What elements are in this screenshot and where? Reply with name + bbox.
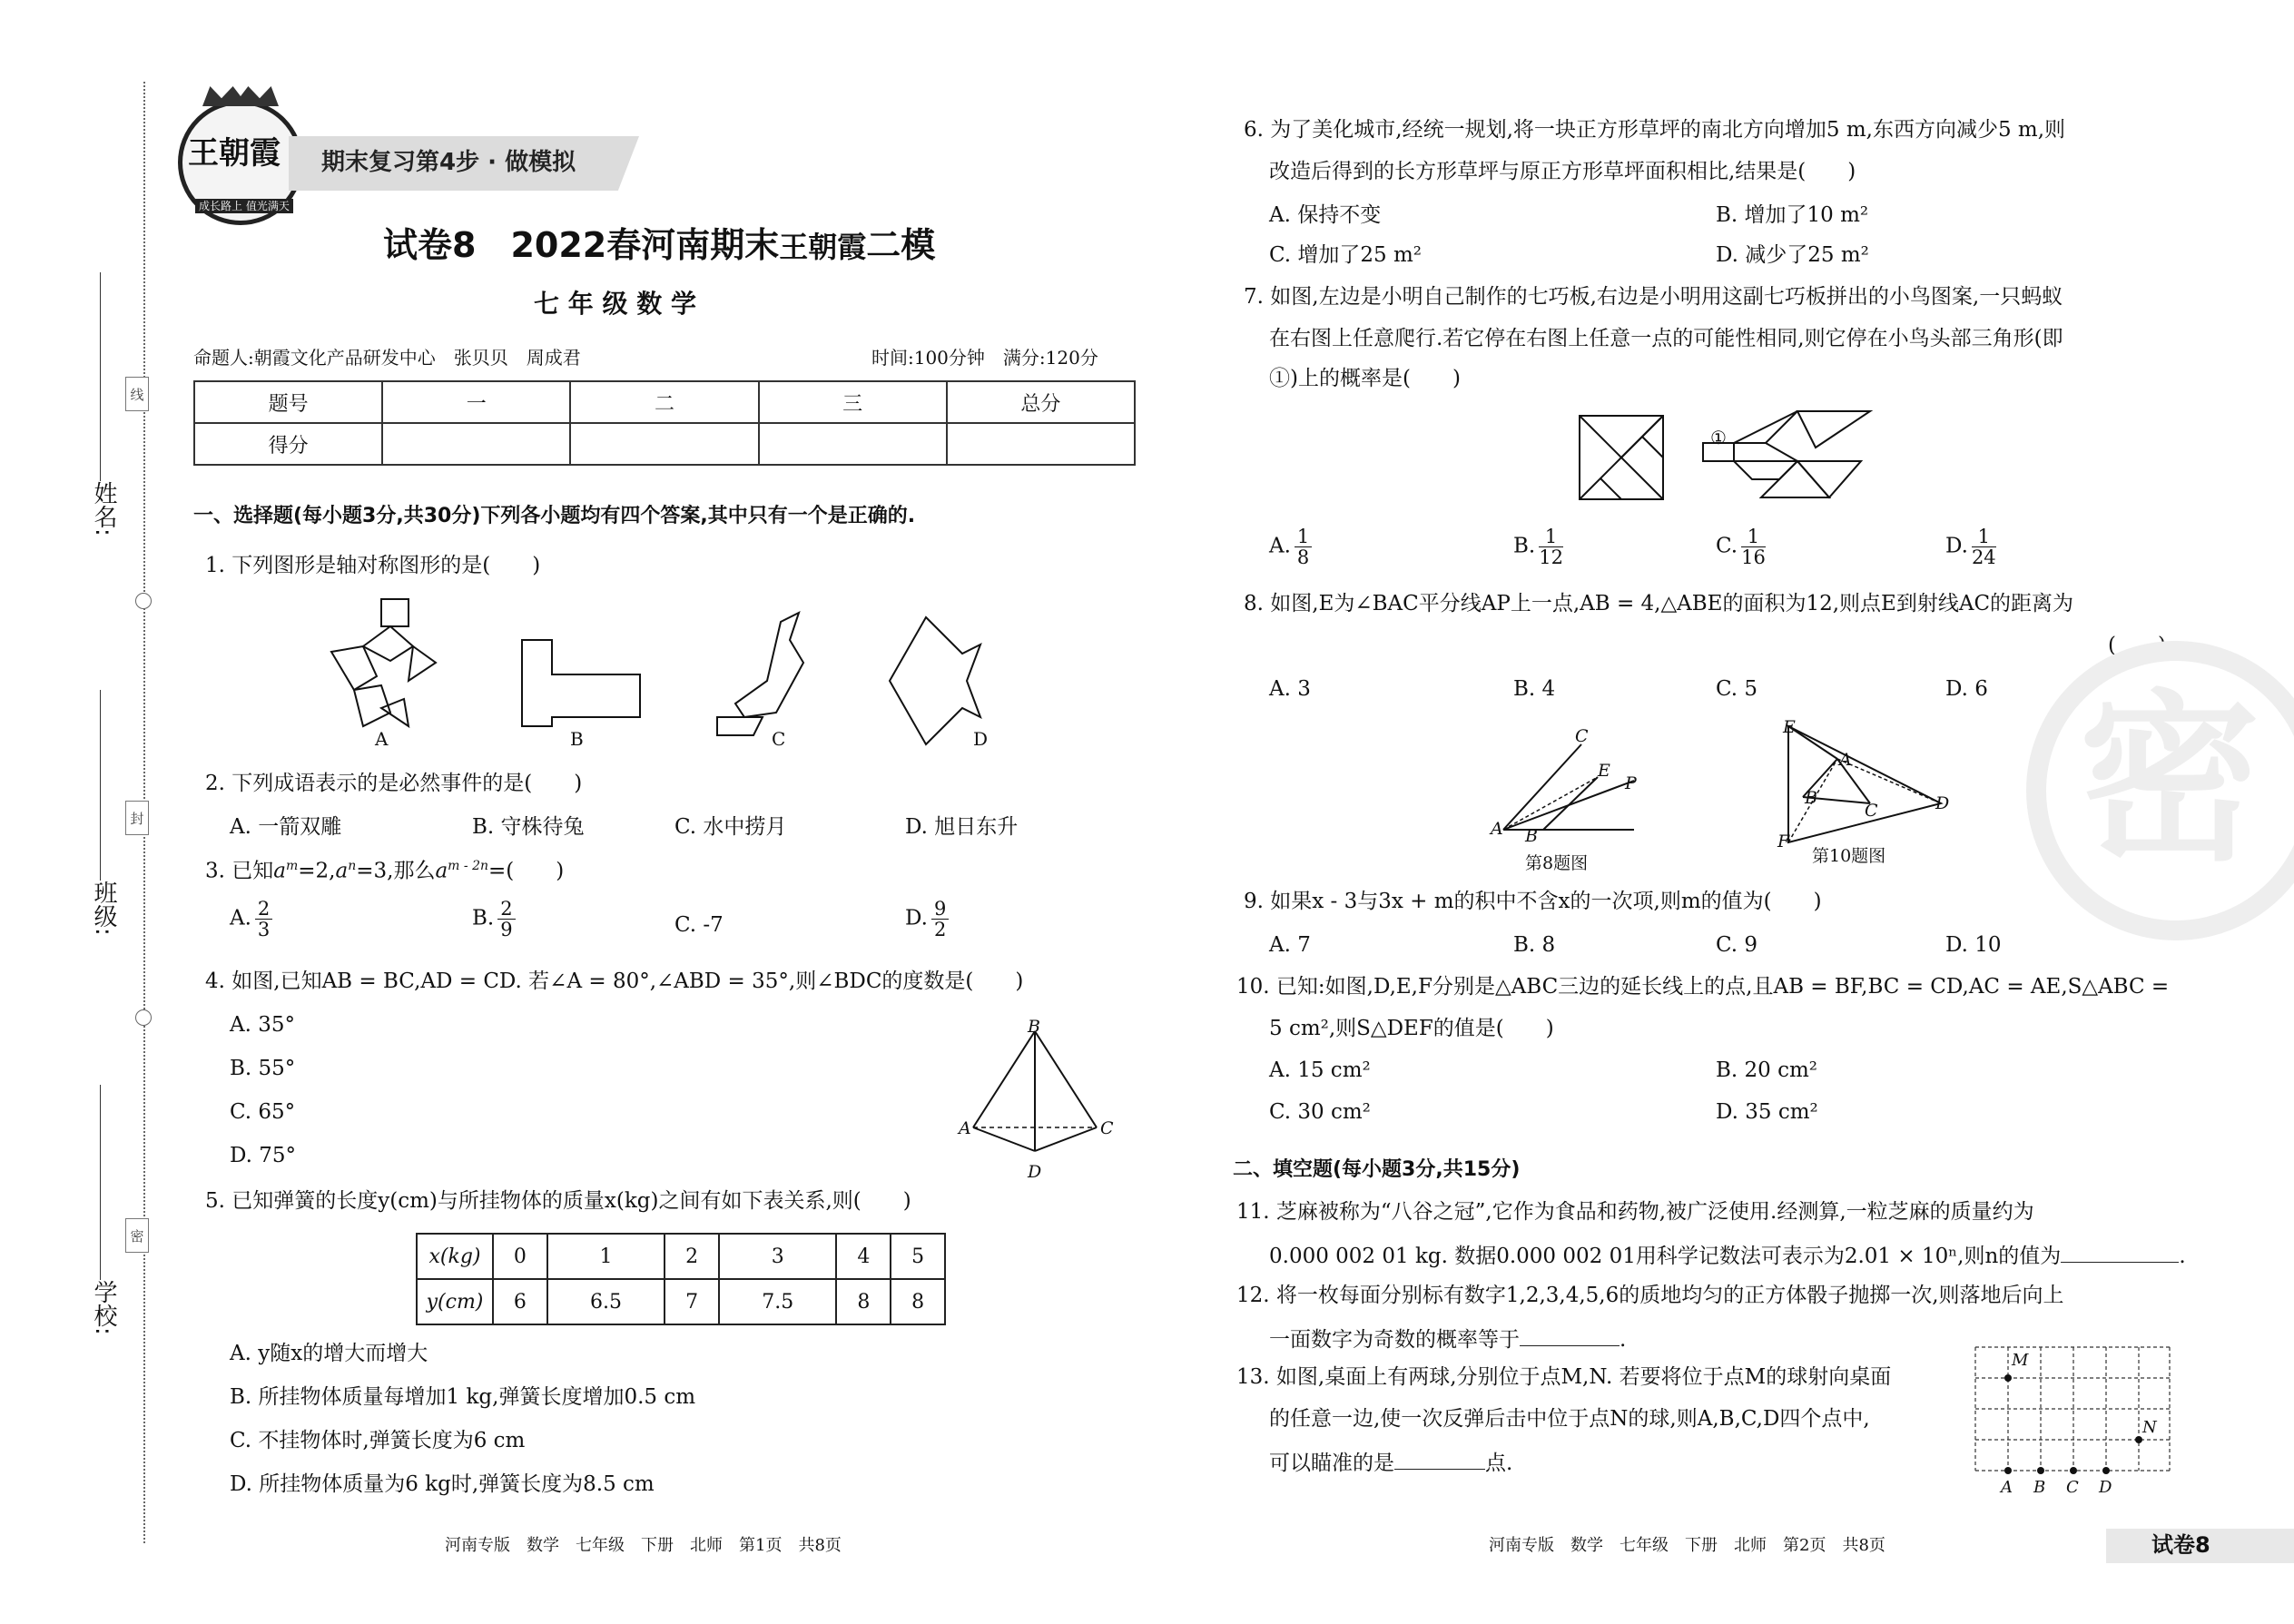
class-label: 班级: (90, 881, 117, 936)
numerator: 9 (931, 899, 949, 920)
q1-stem: 1. 下列图形是轴对称图形的是( ) (205, 554, 541, 577)
q4-figure (953, 1017, 1117, 1180)
q5-table-row (417, 1234, 945, 1279)
q10-fig-label-d: D (1935, 793, 1950, 813)
q4-option-a[interactable]: A. 35° (230, 1013, 295, 1037)
score-header: 一 (382, 381, 570, 423)
q8-fig-label-p: P (1625, 773, 1637, 793)
q10-fig-label-b: B (1805, 788, 1817, 808)
q3-aexp-sup: m - 2n (448, 859, 489, 873)
q10-option-d[interactable]: D. 35 cm² (1716, 1100, 1818, 1124)
q9-option-d[interactable]: D. 10 (1945, 933, 2002, 957)
time-score: 时间:100分钟 满分:120分 (871, 347, 1098, 369)
q5-cell: 5 (891, 1234, 945, 1279)
name-line (100, 272, 101, 481)
q13-label-d: D (2099, 1478, 2112, 1497)
denominator: 8 (1296, 546, 1310, 569)
school-label: 学校: (90, 1280, 117, 1335)
seal-char-1: 线 (125, 377, 149, 411)
q2-option-a[interactable]: A. 一箭双雕 (230, 815, 342, 839)
q1-figure-a (331, 599, 436, 726)
q5-table (416, 1233, 946, 1325)
score-header: 总分 (947, 381, 1135, 423)
score-table (193, 380, 1136, 466)
q8-option-a[interactable]: A. 3 (1269, 677, 1311, 701)
q7-option-a-label: A. (1269, 534, 1291, 558)
q7-option-b[interactable] (1513, 527, 1563, 567)
logo-badge (178, 100, 303, 225)
score-row-label: 得分 (194, 423, 382, 465)
q5-row-label: y(cm) (417, 1279, 493, 1324)
q3-option-b-label: B. (472, 906, 495, 930)
q8-fig-label-a: A (1491, 819, 1503, 839)
q2-option-c[interactable]: C. 水中捞月 (674, 815, 787, 839)
q2-option-d[interactable]: D. 旭日东升 (905, 815, 1019, 839)
q1-label-b: B (570, 728, 584, 750)
q3-am: a (273, 859, 286, 883)
q12-line1: 12. 将一枚每面分别标有数字1,2,3,4,5,6的质地均匀的正方体骰子抛掷一次,则落地后向上 (1236, 1284, 2064, 1307)
denominator: 12 (1539, 546, 1563, 569)
q10-fig-label-c: C (1865, 801, 1878, 821)
q3-stem-mid2: =3,那么 (356, 859, 436, 883)
q8-caption: 第8题图 (1525, 853, 1589, 873)
q13-label-a: A (2001, 1478, 2013, 1497)
watermark-char: 密 (2079, 674, 2261, 886)
section1-heading: 一、选择题(每小题3分,共30分)下列各小题均有四个答案,其中只有一个是正确的. (193, 505, 916, 527)
footer-left: 河南专版 数学 七年级 下册 北师 第1页 共8页 (445, 1536, 842, 1555)
q3-stem (205, 859, 564, 884)
q4-fig-label-a: A (959, 1118, 971, 1138)
exam-title-suffix: 二模 (866, 225, 936, 265)
q8-fig-label-e: E (1598, 761, 1610, 781)
q3-option-c[interactable]: C. -7 (674, 913, 724, 937)
q12-line2-text: 一面数字为奇数的概率等于 (1269, 1328, 1520, 1352)
q1-label-a: A (375, 728, 389, 750)
q5-cell: 8 (836, 1279, 891, 1324)
q3-stem-mid1: =2, (298, 859, 336, 883)
q7-tangram-square (1580, 416, 1663, 499)
seal-char-3: 密 (125, 1218, 149, 1253)
fraction (255, 899, 272, 940)
q5-cell: 7 (665, 1279, 719, 1324)
q13-line2: 的任意一边,使一次反弹后击中位于点N的球,则A,B,C,D四个点中, (1269, 1407, 1870, 1431)
q10-option-c[interactable]: C. 30 cm² (1269, 1100, 1371, 1124)
q7-line3: ①)上的概率是( ) (1269, 367, 1461, 390)
authors: 命题人:朝霞文化产品研发中心 张贝贝 周成君 (193, 347, 581, 369)
q6-option-b[interactable]: B. 增加了10 m² (1716, 203, 1869, 227)
name-label: 姓名: (90, 481, 117, 536)
q6-option-c[interactable]: C. 增加了25 m² (1269, 243, 1423, 267)
q13-line3 (1269, 1449, 1512, 1477)
q10-caption: 第10题图 (1812, 846, 1886, 866)
q3-option-a-label: A. (230, 906, 251, 930)
q3-option-d-label: D. (905, 906, 928, 930)
q8-option-d[interactable]: D. 6 (1945, 677, 1988, 701)
q7-fig-label: ① (1710, 427, 1727, 448)
binding-circle-2 (135, 1009, 152, 1026)
score-row (194, 423, 1135, 465)
q1-label-c: C (772, 728, 786, 750)
q5-cell: 3 (719, 1234, 836, 1279)
q13-line1: 13. 如图,桌面上有两球,分别位于点M,N. 若要将位于点M的球射向桌面 (1236, 1365, 1892, 1389)
q9-option-a[interactable]: A. 7 (1269, 933, 1311, 957)
footer-right: 河南专版 数学 七年级 下册 北师 第2页 共8页 (1489, 1536, 1885, 1555)
q12-answer-blank[interactable] (1520, 1325, 1620, 1346)
q3-an-sup: n (348, 859, 357, 873)
q5-cell: 6 (493, 1279, 547, 1324)
q13-label-c: C (2066, 1478, 2079, 1497)
numerator: 2 (497, 899, 515, 920)
q5-option-c[interactable]: C. 不挂物体时,弹簧长度为6 cm (230, 1429, 526, 1452)
fraction (1539, 527, 1563, 567)
q6-option-a[interactable]: A. 保持不变 (1269, 203, 1382, 227)
q13-line3-end: 点. (1485, 1452, 1513, 1475)
q5-cell: 6.5 (547, 1279, 665, 1324)
score-cell[interactable] (759, 423, 947, 465)
numerator: 1 (1539, 527, 1563, 547)
q7-option-c-label: C. (1716, 534, 1738, 558)
q8-line1: 8. 如图,E为∠BAC平分线AP上一点,AB = 4,△ABE的面积为12,则点E到射线AC的距离为 (1244, 592, 2074, 615)
q10-fig-label-f: F (1777, 832, 1790, 851)
q3-stem-pre: 3. 已知 (205, 859, 274, 883)
q7-option-c[interactable] (1716, 527, 1766, 567)
q13-label-m: M (2012, 1351, 2029, 1370)
q7-option-d-label: D. (1945, 534, 1968, 558)
denominator: 24 (1971, 546, 1996, 569)
fraction (1741, 527, 1766, 567)
q5-cell: 4 (836, 1234, 891, 1279)
q4-fig-label-c: C (1100, 1118, 1114, 1138)
q4-option-c[interactable]: C. 65° (230, 1100, 296, 1124)
q9-option-c[interactable]: C. 9 (1716, 933, 1758, 957)
q13-label-n: N (2142, 1418, 2157, 1437)
q11-answer-blank[interactable] (2061, 1242, 2179, 1263)
q9-option-b[interactable]: B. 8 (1513, 933, 1556, 957)
score-cell[interactable] (947, 423, 1135, 465)
step-banner-text: 期末复习第4步 · 做模拟 (321, 149, 576, 176)
score-cell[interactable] (382, 423, 570, 465)
q5-stem: 5. 已知弹簧的长度y(cm)与所挂物体的质量x(kg)之间有如下表关系,则( ) (205, 1189, 911, 1213)
q5-option-b[interactable]: B. 所挂物体质量每增加1 kg,弹簧长度增加0.5 cm (230, 1385, 696, 1409)
q4-fig-label-d: D (1028, 1162, 1042, 1182)
q5-row-label: x(kg) (417, 1234, 493, 1279)
school-line (100, 1085, 101, 1280)
q5-table-row (417, 1279, 945, 1324)
q3-option-d[interactable] (905, 899, 949, 940)
q8-paren: ( ) (2108, 634, 2166, 657)
denominator: 16 (1741, 546, 1766, 569)
binding-circle-1 (135, 593, 152, 609)
q6-line2: 改造后得到的长方形草坪与原正方形草坪面积相比,结果是( ) (1269, 160, 1856, 183)
exam-title-brand: 王朝霞 (779, 230, 867, 264)
q7-line1: 7. 如图,左边是小明自己制作的七巧板,右边是小明用这副七巧板拼出的小鸟图案,一只蚂蚁 (1244, 285, 2063, 309)
q10-figure (1779, 717, 1952, 853)
exam-title (383, 225, 935, 267)
q8-option-c[interactable]: C. 5 (1716, 677, 1758, 701)
q8-fig-label-c: C (1575, 726, 1589, 746)
q13-line3-text: 可以瞄准的是 (1269, 1452, 1394, 1475)
q5-option-d[interactable]: D. 所挂物体质量为6 kg时,弹簧长度为8.5 cm (230, 1472, 655, 1496)
q3-stem-end: =( ) (488, 859, 565, 883)
logo-motto: 成长路上 值光满天 (195, 199, 293, 213)
q11-line1: 11. 芝麻被称为“八谷之冠”,它作为食品和药物,被广泛使用.经测算,一粒芝麻的质量约为 (1236, 1200, 2034, 1224)
exam-subtitle: 七 年 级 数 学 (534, 289, 696, 319)
q5-option-a[interactable]: A. y随x的增大而增大 (230, 1342, 428, 1365)
q1-figures (309, 590, 1071, 763)
numerator: 1 (1741, 527, 1766, 547)
fraction (1295, 527, 1312, 567)
q2-stem: 2. 下列成语表示的是必然事件的是( ) (205, 772, 583, 795)
q8-option-b[interactable]: B. 4 (1513, 677, 1556, 701)
score-header: 三 (759, 381, 947, 423)
logo-crown (202, 86, 279, 106)
class-line (100, 690, 101, 881)
numerator: 1 (1295, 527, 1312, 547)
q10-line1: 10. 已知:如图,D,E,F分别是△ABC三边的延长线上的点,且AB = BF,BC = CD,AC = AE,S△ABC = (1236, 975, 2170, 999)
q5-cell: 2 (665, 1234, 719, 1279)
q8-fig-label-b: B (1525, 826, 1538, 846)
q7-tangram-figures (1570, 407, 1888, 507)
fraction (931, 899, 949, 940)
score-header: 题号 (194, 381, 382, 423)
score-header-row (194, 381, 1135, 423)
numerator: 1 (1972, 527, 1996, 547)
score-header: 二 (570, 381, 758, 423)
q5-cell: 8 (891, 1279, 945, 1324)
score-cell[interactable] (570, 423, 758, 465)
q13-label-b: B (2033, 1478, 2046, 1497)
q12-line2: 一面数字为奇数的概率等于 . (1269, 1325, 1626, 1353)
q3-am-sup: m (285, 859, 299, 873)
exam-title-main: 试卷8 2022春河南期末 (383, 225, 780, 265)
q7-bird (1703, 411, 1870, 497)
seal-char-2: 封 (125, 801, 149, 835)
q7-option-a[interactable] (1269, 527, 1312, 567)
fraction (1972, 527, 1996, 567)
q1-figure-b (522, 640, 640, 726)
q6-line1: 6. 为了美化城市,经统一规划,将一块正方形草坪的南北方向增加5 m,东西方向减少5 m,则 (1244, 118, 2066, 142)
denominator: 9 (500, 919, 513, 941)
q10-option-b[interactable]: B. 20 cm² (1716, 1058, 1818, 1082)
q3-option-b[interactable] (472, 899, 516, 940)
q10-line2: 5 cm²,则S△DEF的值是( ) (1269, 1017, 1554, 1040)
q9-stem: 9. 如果x - 3与3x + m的积中不含x的一次项,则m的值为( ) (1244, 890, 1822, 913)
q5-cell: 1 (547, 1234, 665, 1279)
q2-option-b[interactable]: B. 守株待兔 (472, 815, 585, 839)
q11-line2: 0.000 002 01 kg. 数据0.000 002 01用科学记数法可表示为2.01 × 10ⁿ,则n的值为 . (1269, 1242, 2186, 1270)
q6-option-d[interactable]: D. 减少了25 m² (1716, 243, 1869, 267)
denominator: 2 (933, 919, 947, 941)
q3-an: a (335, 859, 349, 883)
q11-line2-text: 0.000 002 01 kg. 数据0.000 002 01用科学记数法可表示为2.01 × 10ⁿ,则n的值为 (1269, 1245, 2062, 1268)
q10-fig-label-a: A (1839, 750, 1852, 770)
section2-heading: 二、填空题(每小题3分,共15分) (1233, 1158, 1521, 1181)
q1-figure-d (890, 617, 980, 744)
q7-option-b-label: B. (1513, 534, 1536, 558)
fraction (497, 899, 515, 940)
q1-label-d: D (973, 728, 989, 750)
q7-line2: 在右图上任意爬行.若它停在右图上任意一点的可能性相同,则它停在小鸟头部三角形(即 (1269, 327, 2063, 350)
numerator: 2 (255, 899, 272, 920)
q1-figure-c (717, 613, 803, 735)
denominator: 3 (257, 919, 271, 941)
logo-text: 王朝霞 (188, 135, 281, 172)
q7-option-d[interactable] (1945, 527, 1996, 567)
q5-cell: 0 (493, 1234, 547, 1279)
q10-option-a[interactable]: A. 15 cm² (1269, 1058, 1371, 1082)
q4-option-b[interactable]: B. 55° (230, 1057, 296, 1080)
q4-stem: 4. 如图,已知AB = BC,AD = CD. 若∠A = 80°,∠ABD = 35°,则∠BDC的度数是( ) (205, 969, 1024, 993)
q3-option-a[interactable] (230, 899, 272, 940)
q5-cell: 7.5 (719, 1279, 836, 1324)
q10-fig-label-e: E (1783, 717, 1796, 737)
q4-fig-label-b: B (1028, 1017, 1040, 1037)
q3-aexp: a (435, 859, 448, 883)
q4-option-d[interactable]: D. 75° (230, 1144, 297, 1167)
footer-tag: 试卷8 (2151, 1532, 2210, 1558)
q13-answer-blank[interactable] (1394, 1449, 1485, 1470)
